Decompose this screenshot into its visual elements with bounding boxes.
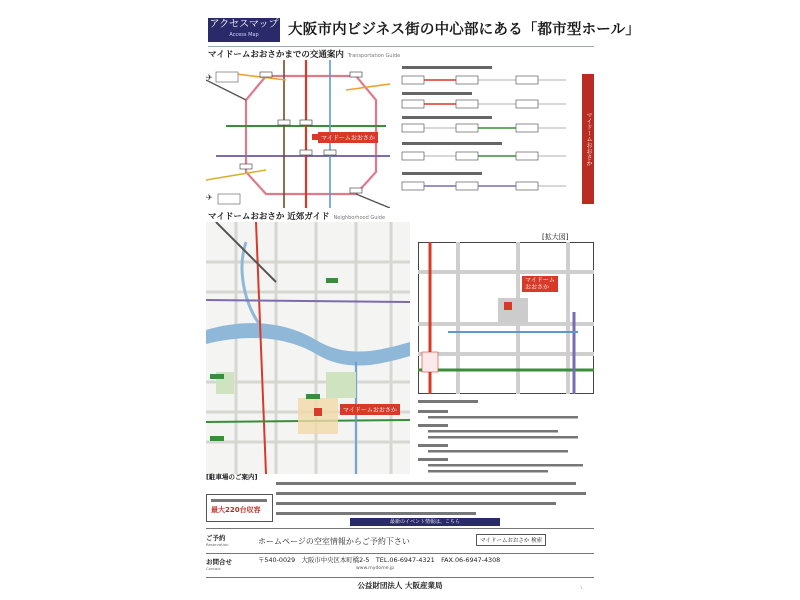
vicinity-section-title <box>208 210 385 222</box>
vicinity-map <box>206 222 410 474</box>
traffic-title-en: Transportation Guide <box>347 53 401 59</box>
badge-subtext: Access Map <box>229 32 259 38</box>
contact-row <box>206 553 594 578</box>
directions-text-block <box>418 398 594 476</box>
organization-name: 公益財団法人 大阪産業局 <box>357 581 443 590</box>
reservation-label-text: ご予約 <box>206 534 226 542</box>
reservation-search-box[interactable]: マイドームおおさか 検索 <box>476 534 546 546</box>
brochure-page <box>200 10 641 592</box>
parking-details <box>276 480 594 522</box>
svg-text:✈: ✈ <box>206 73 213 82</box>
vicinity-title-en: Neighborhood Guide <box>333 215 386 221</box>
parking-note-line <box>211 499 267 502</box>
page-code: 1 <box>580 585 583 590</box>
page-title: 大阪市内ビジネス街の中心部にある「都市型ホール」 <box>288 21 641 38</box>
vicinity-venue-label: マイドームおおさか <box>340 404 400 415</box>
header-divider <box>208 46 594 47</box>
access-map-badge <box>208 18 280 42</box>
vicinity-title-text: マイドームおおさか 近郊ガイド <box>208 212 330 222</box>
route-sidebar: マイドームおおさか <box>582 74 594 204</box>
parking-capacity-box <box>206 494 273 522</box>
reservation-row <box>206 528 594 554</box>
reservation-label <box>206 533 242 547</box>
contact-label <box>206 557 242 571</box>
contact-label-en: Contact <box>206 566 221 571</box>
contact-address: 〒540-0029 大阪市中央区本町橋2-5 TEL.06-6947-4321 FAX.06-6947-4308 <box>258 556 501 564</box>
inset-venue-label: マイドーム おおさか <box>522 276 558 292</box>
parking-title: [駐車場のご案内] <box>206 473 258 481</box>
inset-map <box>418 242 594 394</box>
svg-text:✈: ✈ <box>206 193 213 202</box>
traffic-title-text: マイドームおおさかまでの交通案内 <box>208 50 344 60</box>
reservation-label-en: Reservation <box>206 542 229 547</box>
contact-label-text: お問合せ <box>206 558 232 566</box>
badge-text: アクセスマップ <box>209 19 279 30</box>
traffic-venue-label: マイドームおおさか <box>318 132 378 143</box>
traffic-section-title <box>208 48 400 60</box>
contact-url[interactable]: www.mydome.jp <box>356 566 395 571</box>
parking-capacity: 最大220台収容 <box>211 506 261 514</box>
route-diagram <box>396 64 582 210</box>
event-info-banner[interactable]: 最新のイベント情報は、こちら <box>350 518 500 526</box>
reservation-text: ホームページの空室情報からご予約下さい <box>258 537 410 546</box>
inset-title: [拡大図] <box>542 233 569 241</box>
